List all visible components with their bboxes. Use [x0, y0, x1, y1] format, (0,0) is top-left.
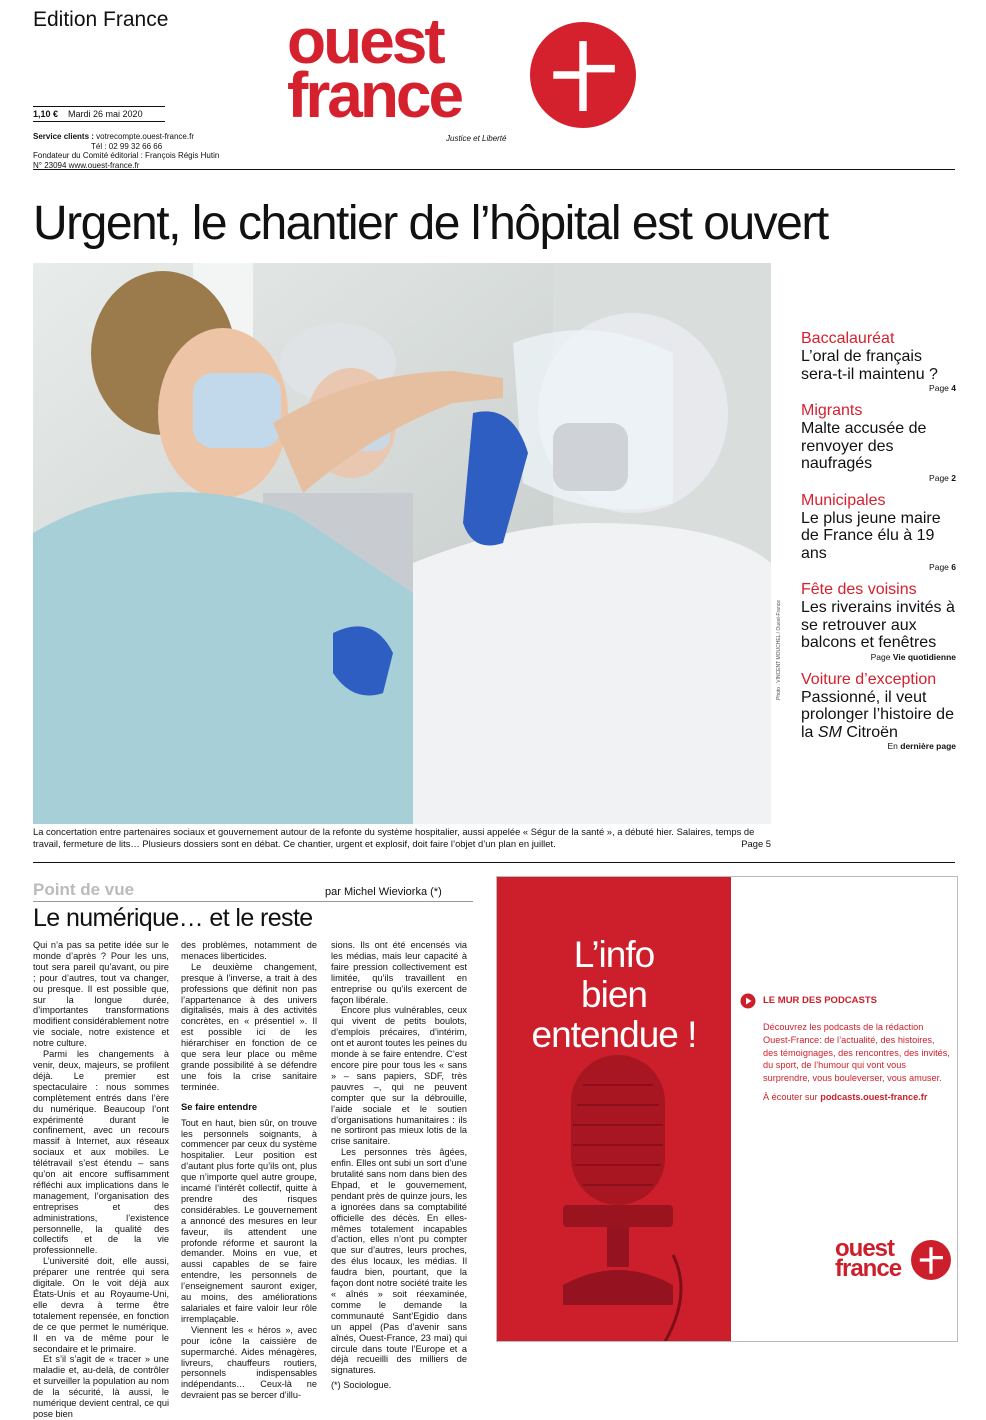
teaser-title: Passionné, il veut prolonger l’histoire de la SM Citroën — [801, 688, 954, 741]
sidebar-teasers — [801, 330, 956, 760]
ad-slogan: L’info bien entendue ! — [531, 934, 697, 1055]
podcast-text: Découvrez les podcasts de la rédaction Ouest-France: de l’actualité, des histoires, des témoignages, des rencontres, des invités, du sport, de l’humour qui vont vous surprendre, vous bouleverser, vous amuser. À écouter sur podcasts.ouest-france.fr — [763, 1022, 950, 1102]
divider — [33, 901, 473, 902]
teaser-voiture-exception[interactable] — [801, 671, 956, 753]
teaser-kicker: Migrants — [801, 402, 863, 419]
opinion-title[interactable]: Le numérique… et le reste — [33, 904, 313, 932]
opinion-kicker: Point de vue — [33, 880, 135, 899]
service-tel: Tél : 02 99 32 66 66 — [91, 141, 163, 151]
microphone-icon — [543, 1055, 693, 1341]
teaser-page-ref: Page Vie quotidienne — [870, 651, 956, 662]
issue-number: N° 23094 www.ouest-france.fr — [33, 160, 140, 170]
ouest-france-logo-text: ouest france — [287, 5, 462, 131]
divider — [33, 169, 955, 170]
service-info: Service clients : votrecompte.ouest-france.fr Tél : 02 99 32 66 66 Fondateur du Comité éditorial : François Régis Hutin N° 23094 www.ouest-france.fr — [33, 132, 233, 170]
price-date-row — [33, 106, 165, 122]
opinion-byline: par Michel Wieviorka (*) — [325, 886, 442, 898]
teaser-page-ref: En dernière page — [887, 741, 956, 751]
opinion-column-3: sions. Ils ont été encensés via les médias, mais leur capacité à faire pression collectivement est limitée, qu’ils travaillent en entreprise ou qu’ils exercent de façon libérale. Encore plus vulnérables, ceux qui vivent de petits boulots, d’emplois précaires, d’intérim, ont et auront toutes les peines du monde à se faire entendre. C’est encore pire pour tous les « sans » – sans papiers, SDF, très pauvres –, qui ne peuvent compter que sur la débrouille, l’aide sociale et le soutien d’organisations humanitaires : ils ne sortiront pas mieux lotis de la crise sanitaire. Les personnes très âgées, enfin. Elles ont subi un sort d’une brutalité sans nom dans bien des Ehpad, et le gouvernement, pendant près de quinze jours, les a ignorées dans sa comptabilité officielle des décès. En elles-mêmes totalement incapables d’action, elles n’ont pu compter que sur d’autres, leurs proches, des élus locaux, les médias. Il faudra bien, pourtant, que la façon dont notre société traite les « aînés » soit réexaminée, comme le demande la communauté Sant’Egidio dans un appel (Pas d’avenir sans aînés, Ouest-France, 23 mai) qui circule dans toute l’Europe et a déjà recueilli des milliers de signatures. (*) Sociologue. — [331, 940, 467, 1391]
teaser-page-ref: Page 2 — [929, 472, 956, 483]
podcast-link[interactable]: podcasts.ouest-france.fr — [820, 1091, 928, 1102]
photo-credit: Photo : VINCENT MOUCHEL / Ouest-France — [776, 599, 782, 700]
main-headline[interactable]: Urgent, le chantier de l’hôpital est ouvert — [33, 197, 828, 250]
teaser-title: Les riverains invités à se retrouver aux balcons et fenêtres — [801, 599, 955, 651]
divider — [33, 862, 955, 863]
teaser-municipales[interactable] — [801, 492, 956, 574]
teaser-page-ref: Page 6 — [929, 562, 956, 572]
teaser-title: Le plus jeune maire de France élu à 19 ans — [801, 509, 941, 562]
caption-page-ref[interactable]: Page 5 — [735, 838, 771, 850]
edition-label: Edition France — [33, 8, 169, 31]
ad-logo-text: ouest france — [835, 1235, 902, 1282]
teaser-baccalaureat[interactable] — [801, 330, 956, 394]
teaser-kicker: Fête des voisins — [801, 581, 917, 598]
price: 1,10 € — [33, 109, 59, 119]
main-photo[interactable] — [33, 263, 771, 824]
hospital-photo-illustration — [33, 263, 771, 824]
teaser-kicker: Voiture d’exception — [801, 670, 937, 688]
ouest-france-logo-icon — [530, 22, 636, 128]
podcast-ad[interactable] — [496, 876, 958, 1342]
teaser-title: Malte accusée de renvoyer des naufragés — [801, 420, 927, 472]
teaser-title: L’oral de français sera-t-il maintenu ? — [801, 348, 938, 383]
teaser-fete-des-voisins[interactable] — [801, 581, 956, 663]
service-web[interactable]: votrecompte.ouest-france.fr — [96, 132, 194, 141]
founder: Fondateur du Comité éditorial : François Régis Hutin — [33, 151, 220, 160]
opinion-footnote: (*) Sociologue. — [331, 1380, 392, 1391]
podcast-heading: LE MUR DES PODCASTS — [763, 995, 878, 1006]
motto: Justice et Liberté — [446, 134, 507, 143]
teaser-kicker: Baccalauréat — [801, 330, 895, 347]
opinion-subhead: Se faire entendre — [181, 1100, 258, 1112]
ad-red-panel — [497, 877, 731, 1341]
opinion-column-1: Qui n’a pas sa petite idée sur le monde d’après ? Pour les uns, tout sera pareil qu’avant, ou pire ; pour d’autres, tout va changer, ou presque. Il est possible que, sur la longue durée, d’importantes transformations modifient considérablement notre vie sociale, notre existence et notre culture. Parmi les changements à venir, deux, majeurs, se profilent déjà. Le premier est spectaculaire : nous sommes complètement entrés dans l’ère du numérique. Beaucoup l’ont expérimenté durant le confinement, avec un recours massif à Internet, aux réseaux sociaux et aux mobiles. Le télétravail s’est étendu – sans qu’on ait encore suffisamment réfléchi aux implications dans le management, l’organisation des entreprises et des administrations, l’existence personnelle, la qualité des collectifs et de la vie professionnelle. L’université doit, elle aussi, préparer une rentrée qui sera digitale. On le voit déjà aux États-Unis et au Royaume-Uni, elle devra à terme être totalement repensée, en fonction de ce que permet le numérique. Il en va de même pour le secondaire et le primaire. Et s’il s’agit de « tracer » une maladie et, au-delà, de contrôler et surveiller la population au nom de la sécurité, là aussi, le numérique devient central, ce qui pose bien — [33, 940, 169, 1419]
teaser-page-ref: Page 4 — [929, 383, 956, 393]
teaser-migrants[interactable] — [801, 402, 956, 484]
ouest-france-logo-icon — [911, 1240, 951, 1280]
issue-date: Mardi 26 mai 2020 — [68, 109, 143, 119]
teaser-kicker: Municipales — [801, 491, 886, 509]
opinion-column-2: des problèmes, notamment de menaces liberticides. Le deuxième changement, presque à l’inverse, a trait à des professions que définit non pas l’appartenance à des univers digitalisés, mais à des activités concrètes, en « présentiel ». Il est possible ici de les hiérarchiser en fonction de ce que sera leur place ou même grande possibilité à se défendre une fois la crise sanitaire terminée. Se faire entendre Tout en haut, bien sûr, on trouve les personnels soignants, à commencer par ceux du système hospitalier. Leur position est d’autant plus forte qu’ils ont, plus que n’importe quel autre groupe, incarné l’intérêt collectif, quitte à prendre des risques considérables. Le gouvernement a annoncé des mesures en leur faveur, ils attendent une profonde réforme et sauront la demander. Moins en vue, et aussi capables de se faire entendre, les personnels de l’enseignement sauront exiger, au moins, des améliorations salariales et faire valoir leur rôle irremplaçable. Viennent les « héros », avec pour icône la caissière de supermarché. Aides ménagères, livreurs, chauffeurs routiers, personnels indispensables indépendants… Ceux-là ne devraient pas se bercer d’illu- — [181, 940, 317, 1401]
photo-caption: La concertation entre partenaires sociaux et gouvernement autour de la refonte du système hospitalier, aussi appelée « Ségur de la santé », a débuté hier. Salaires, temps de travail, fermeture de lits… Plusieurs dossiers sont en débat. Ce chantier, urgent et explosif, doit faire l’objet d’un plan en juillet. Page 5 — [33, 826, 771, 849]
podcast-play-icon — [740, 993, 756, 1009]
